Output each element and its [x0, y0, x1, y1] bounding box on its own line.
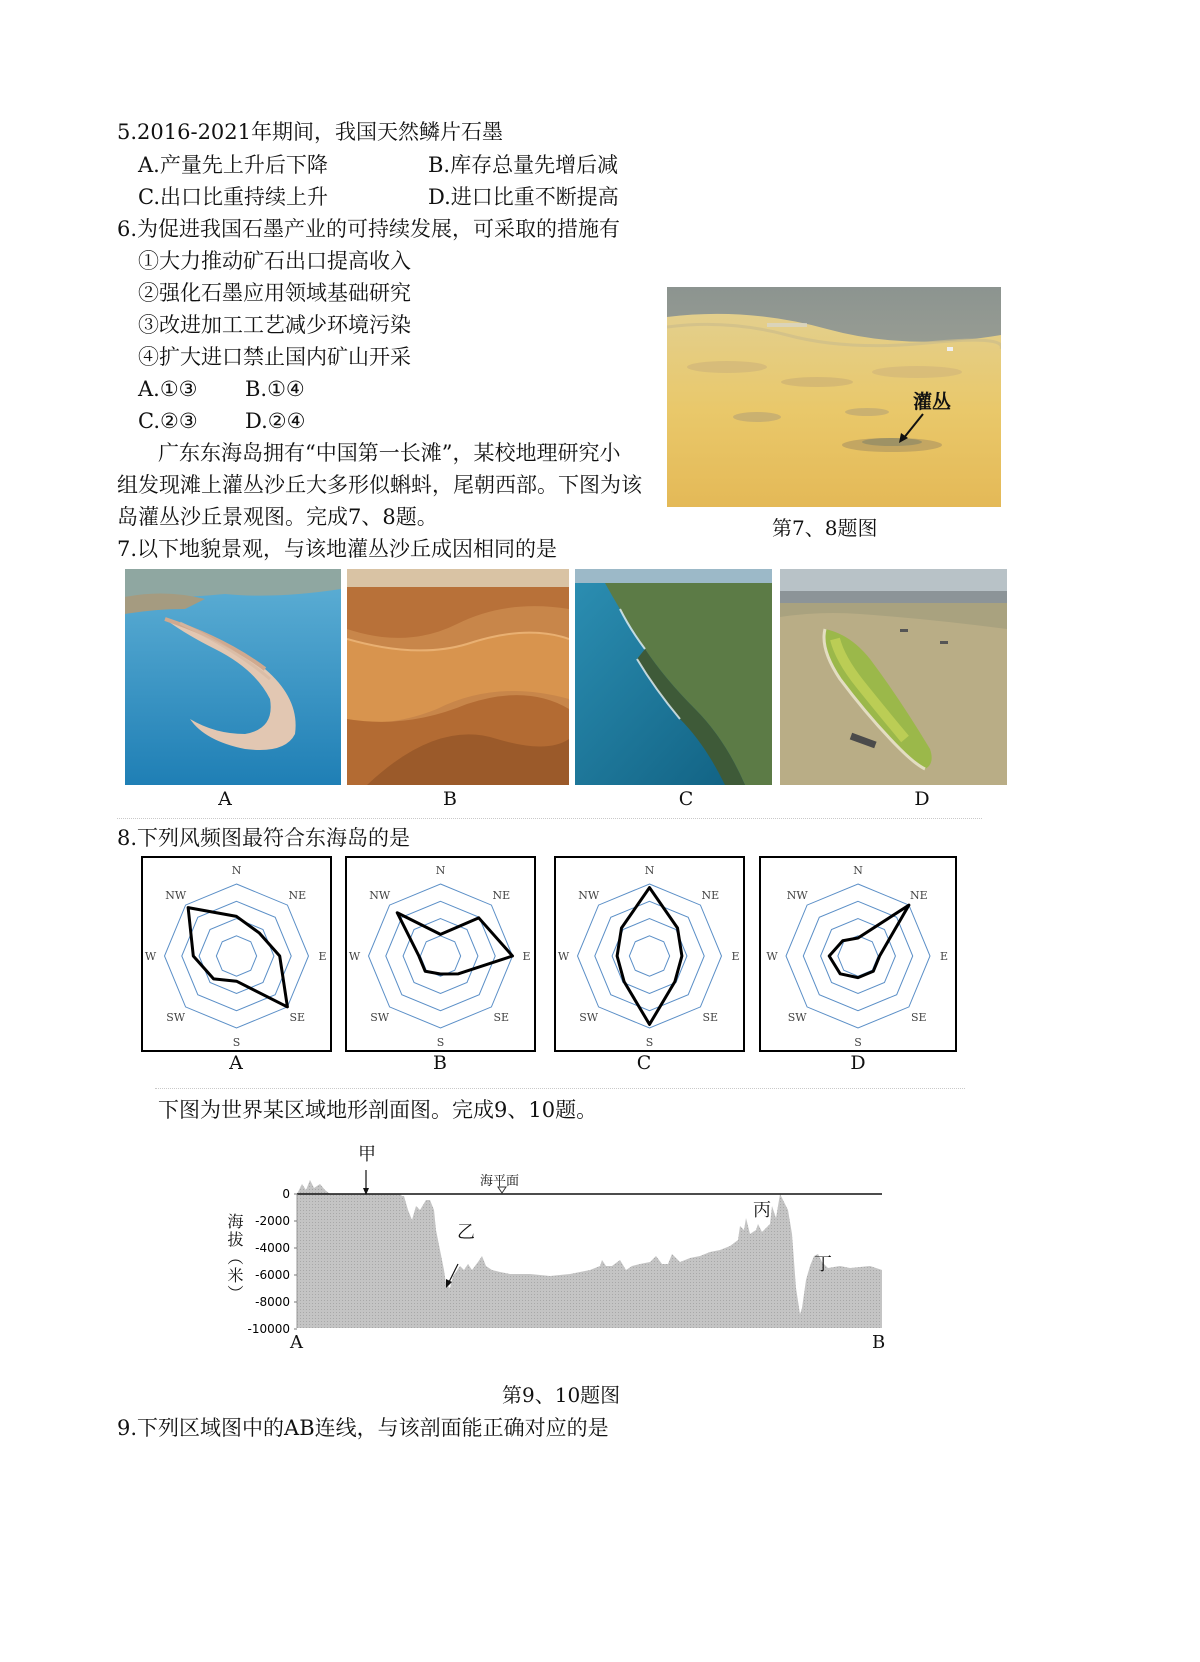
rose-direction-label: S — [232, 1036, 241, 1049]
rose-direction-label: NE — [288, 889, 307, 903]
rose-direction-label: E — [318, 950, 327, 963]
wind-rose-c-chart — [556, 858, 743, 1050]
q8-option-c: C — [636, 1052, 652, 1074]
rose-ring — [403, 919, 478, 994]
q5-option-b: B.库存总量先增后减 — [428, 153, 619, 177]
q7-option-a: A — [218, 788, 232, 810]
y-tick-label: -6000 — [255, 1268, 290, 1282]
rose-ring — [595, 901, 704, 1010]
rose-direction-label: W — [766, 950, 778, 963]
q6-option-a: A.①③ — [138, 377, 198, 401]
q8-stem: 8.下列风频图最符合东海岛的是 — [117, 826, 411, 850]
rose-direction-label: SW — [787, 1010, 807, 1024]
rose-ring — [216, 936, 256, 976]
rose-direction-label: NW — [786, 889, 808, 903]
q7-option-c: C — [678, 788, 694, 810]
rose-ring — [821, 919, 896, 994]
q8-option-a: A — [229, 1052, 243, 1074]
q6-item-2: ②强化石墨应用领域基础研究 — [138, 281, 411, 305]
rose-direction-label: SE — [911, 1010, 927, 1024]
wind-rose-c — [554, 856, 745, 1052]
rose-direction-label: N — [231, 864, 242, 877]
wind-rose-a-chart — [143, 858, 330, 1050]
wind-rose-d — [759, 856, 957, 1052]
rose-direction-label: N — [644, 864, 655, 877]
rose-direction-label: W — [557, 950, 570, 963]
wind-frequency-polygon — [188, 908, 287, 1007]
rose-direction-label: S — [436, 1036, 445, 1049]
intro910-text: 下图为世界某区域地形剖面图。完成9、10题。 — [158, 1098, 598, 1122]
landform-photo-b — [347, 569, 569, 785]
profile-y-label: 海拔（米） — [225, 1213, 244, 1303]
profile-ding: 丁 — [814, 1254, 832, 1275]
q7-option-d: D — [914, 788, 930, 810]
profile-bing: 丙 — [753, 1200, 771, 1221]
q7-option-b: B — [443, 788, 457, 810]
terrain-profile — [210, 1138, 910, 1358]
rose-direction-label: N — [853, 864, 863, 877]
q5-option-c: C.出口比重持续上升 — [138, 185, 328, 209]
rose-direction-label: NW — [165, 889, 187, 903]
intro78-line2: 组发现滩上灌丛沙丘大多形似蝌蚪，尾朝西部。下图为该 — [117, 473, 642, 497]
q8-option-b: B — [433, 1052, 447, 1074]
fig78-caption: 第7、8题图 — [772, 516, 878, 540]
q6-item-1: ①大力推动矿石出口提高收入 — [138, 249, 411, 273]
y-tick-label: -2000 — [255, 1214, 290, 1228]
q6-option-c: C.②③ — [138, 409, 198, 433]
shrub-label: 灌丛 — [913, 391, 952, 413]
profile-jia: 甲 — [358, 1144, 376, 1165]
intro78-line3: 岛灌丛沙丘景观图。完成7、8题。 — [117, 505, 438, 529]
q6-option-b: B.①④ — [245, 377, 305, 401]
q7-stem: 7.以下地貌景观，与该地灌丛沙丘成因相同的是 — [117, 537, 558, 561]
rose-direction-label: NE — [701, 889, 720, 903]
profile-a: A — [290, 1332, 303, 1353]
rose-ring — [369, 884, 513, 1028]
rose-direction-label: SE — [493, 1010, 510, 1024]
intro78-line1: 广东东海岛拥有“中国第一长滩”，某校地理研究小 — [158, 441, 621, 465]
q9-stem: 9.下列区域图中的AB连线，与该剖面能正确对应的是 — [117, 1416, 609, 1440]
rose-direction-label: SW — [370, 1010, 390, 1024]
rose-direction-label: W — [144, 950, 157, 963]
rose-direction-label: SW — [166, 1010, 186, 1024]
q6-item-3: ③改进加工工艺减少环境污染 — [138, 313, 411, 337]
divider-2 — [155, 1088, 965, 1089]
shrub-arrow — [667, 287, 1001, 507]
terrain-profile-svg — [210, 1138, 910, 1358]
wind-rose-d-chart — [761, 858, 955, 1050]
profile-b: B — [872, 1332, 886, 1353]
rose-direction-label: E — [731, 950, 740, 963]
wind-frequency-polygon — [829, 905, 909, 978]
wind-frequency-polygon — [397, 913, 512, 974]
y-ticks — [247, 1187, 297, 1336]
q5-stem: 5.2016-2021年期间，我国天然鳞片石墨 — [117, 120, 504, 144]
wind-frequency-polygon — [617, 888, 682, 1025]
q6-stem: 6.为促进我国石墨产业的可持续发展，可采取的措施有 — [117, 217, 621, 241]
q5-option-a: A.产量先上升后下降 — [138, 153, 328, 177]
profile-yi: 乙 — [457, 1222, 475, 1243]
rose-direction-label: NW — [369, 889, 391, 903]
y-tick-label: -4000 — [255, 1241, 290, 1255]
rose-direction-label: NW — [578, 889, 600, 903]
y-tick-label: -8000 — [255, 1295, 290, 1309]
rose-direction-label: SE — [289, 1010, 306, 1024]
wind-rose-b-chart — [347, 858, 534, 1050]
rose-direction-label: W — [348, 950, 361, 963]
rose-direction-label: E — [939, 950, 949, 963]
q6-option-d: D.②④ — [245, 409, 306, 433]
wind-rose-b — [345, 856, 536, 1052]
q8-option-d: D — [850, 1052, 866, 1074]
rose-direction-label: NE — [909, 889, 928, 903]
dune-photo — [667, 287, 1001, 507]
landform-photo-c — [575, 569, 772, 785]
q5-option-d: D.进口比重不断提高 — [428, 185, 619, 209]
profile-sea-level: 海平面 — [480, 1174, 520, 1189]
landform-photo-d — [780, 569, 1007, 785]
rose-ring — [578, 884, 722, 1028]
y-tick-label: -10000 — [247, 1322, 290, 1336]
wind-rose-a — [141, 856, 332, 1052]
rose-direction-label: NE — [492, 889, 511, 903]
y-tick-label: 0 — [282, 1187, 290, 1201]
rose-direction-label: SW — [579, 1010, 599, 1024]
rose-direction-label: SE — [702, 1010, 719, 1024]
rose-ring — [803, 901, 912, 1010]
rose-direction-label: S — [645, 1036, 654, 1049]
rose-direction-label: E — [522, 950, 531, 963]
rose-direction-label: N — [435, 864, 446, 877]
terrain-fill — [297, 1180, 882, 1328]
landform-photo-a — [125, 569, 341, 785]
rose-ring — [629, 936, 669, 976]
fig910-caption: 第9、10题图 — [502, 1383, 621, 1407]
q6-item-4: ④扩大进口禁止国内矿山开采 — [138, 345, 411, 369]
rose-direction-label: S — [854, 1036, 862, 1049]
divider-1 — [117, 818, 982, 819]
